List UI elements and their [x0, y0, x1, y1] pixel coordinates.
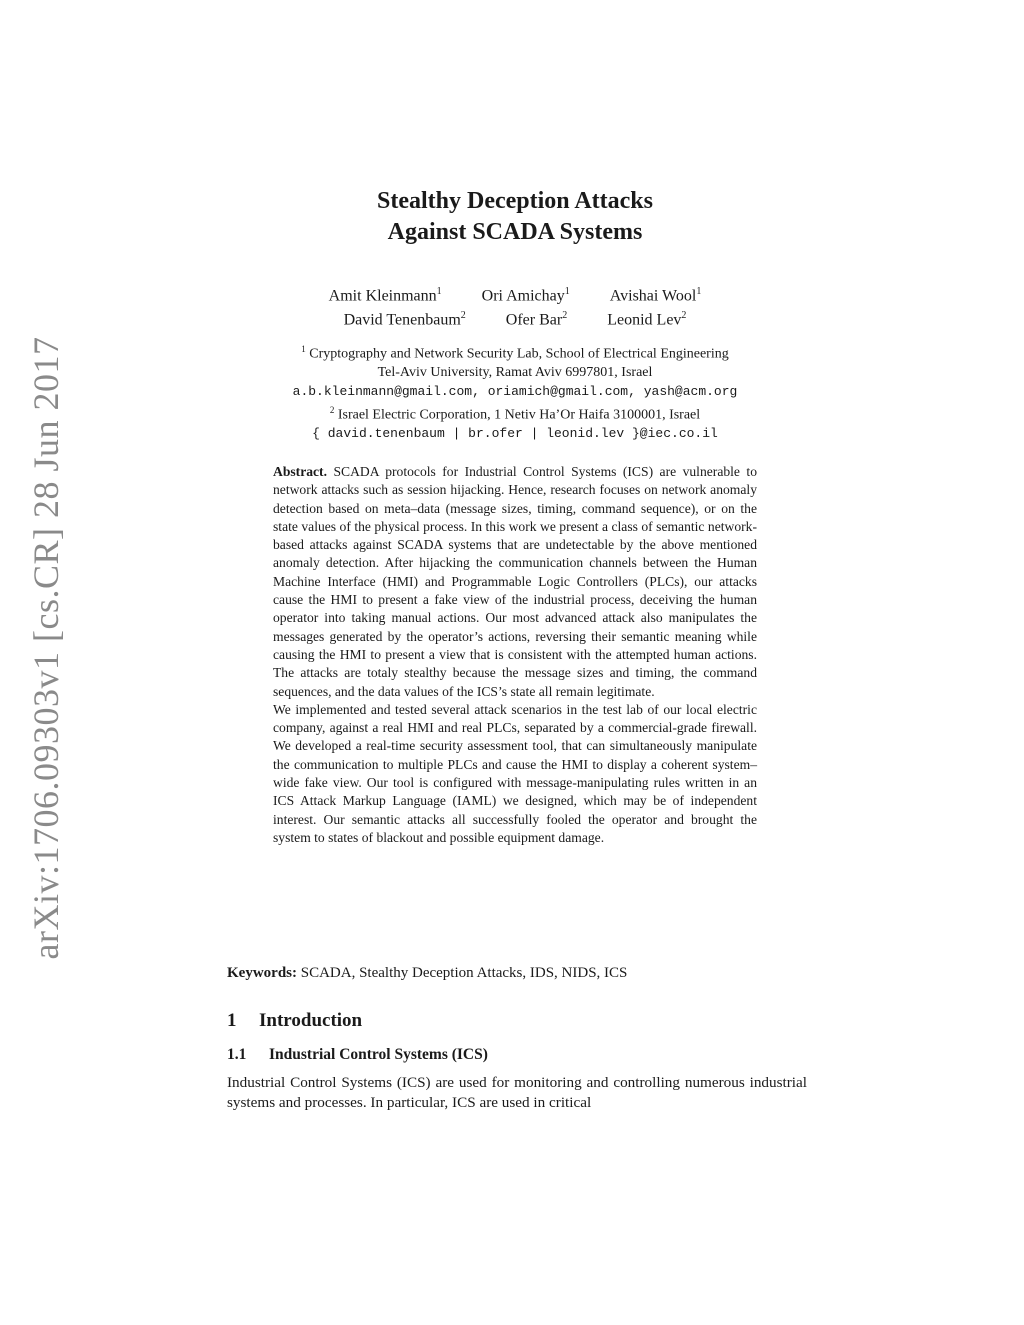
subsection-number: 1.1 — [227, 1046, 247, 1063]
abstract — [273, 463, 757, 847]
author: Avishai Wool$^1$ — [609, 286, 702, 305]
section-number: 1 — [227, 1010, 237, 1031]
affiliations — [200, 340, 830, 444]
author-row-1 — [230, 282, 800, 306]
author-list — [230, 282, 800, 331]
section-heading-introduction — [227, 1010, 362, 1032]
author: Ofer Bar$^2$ — [505, 310, 568, 329]
keywords-label: Keywords: — [227, 965, 297, 981]
affiliation-1-address: Tel-Aviv University, Ramat Aviv 6997801, Israel — [377, 365, 653, 381]
arxiv-identifier-stamp: arXiv:1706.09303v1 [cs.CR] 28 Jun 2017 — [26, 336, 66, 960]
section-title: Introduction — [259, 1010, 363, 1031]
title-line-2: Against SCADA Systems — [387, 219, 643, 245]
affiliation-2-emails[interactable]: { david.tenenbaum | br.ofer | leonid.lev }@iec.co.il — [312, 426, 718, 442]
body-text — [227, 1073, 807, 1113]
abstract-paragraph-2: We implemented and tested several attack scenarios in the test lab of our local electric company, against a real HMI and real PLCs, separated by a commercial-grade firewall. We developed a real-time security assessment tool, that can simultaneously manipulate the communication to multiple PLCs and cause the HMI to display a coherent system–wide fake view. Our tool is configured with message-manipulating rules written in an ICS Attack Markup Language (IAML) we designed, which may be of independent interest. Our semantic attacks all successfully fooled the operator and brought the system to states of blackout and possible equipment damage. — [273, 701, 757, 845]
affiliation-1-emails[interactable]: a.b.kleinmann@gmail.com, oriamich@gmail.com, yash@acm.org — [292, 383, 738, 399]
author: David Tenenbaum$^2$ — [343, 310, 466, 329]
subsection-title: Industrial Control Systems (ICS) — [269, 1046, 488, 1063]
body-paragraph: Industrial Control Systems (ICS) are used for monitoring and controlling numerous industrial systems and processes. In particular, ICS are used in critical — [227, 1074, 807, 1111]
affiliation-1: $^1$ Cryptography and Network Security Lab, School of Electrical Engineering — [301, 344, 729, 362]
title-line-1: Stealthy Deception Attacks — [377, 188, 653, 214]
author-row-2 — [230, 306, 800, 330]
abstract-label: Abstract. — [273, 464, 327, 479]
affiliation-2: $^2$ Israel Electric Corporation, 1 Netiv Ha’Or Haifa 3100001, Israel — [329, 405, 701, 423]
abstract-paragraph-1: Abstract. SCADA protocols for Industrial Control Systems (ICS) are vulnerable to network attacks such as session hijacking. Hence, research focuses on network anomaly detection based on meta–data (message sizes, timing, command sequence), or on the state values of the physical process. In this work we present a class of semantic network-based attacks against SCADA systems that are undetectable by the above mentioned anomaly detection. After hijacking the communication channels between the Human Machine Interface (HMI) and Programmable Logic Controllers (PLCs), our attacks cause the HMI to present a fake view of the industrial process, deceiving the human operator into taking manual actions. Our most advanced attack also manipulates the messages generated by the operator’s actions, reversing their semantic meaning while causing the HMI to present a view that is consistent with the attempted human actions. The attacks are totaly stealthy because the message sizes and timing, the command sequences, and the data values of the ICS’s state all remain legitimate. — [273, 464, 757, 699]
author: Leonid Lev$^2$ — [607, 310, 687, 329]
paper-title — [300, 186, 730, 248]
keywords — [227, 965, 807, 982]
author: Ori Amichay$^1$ — [481, 286, 570, 305]
subsection-heading-ics — [227, 1046, 488, 1064]
author: Amit Kleinmann$^1$ — [328, 286, 442, 305]
keywords-text: SCADA, Stealthy Deception Attacks, IDS, NIDS, ICS — [300, 965, 628, 981]
